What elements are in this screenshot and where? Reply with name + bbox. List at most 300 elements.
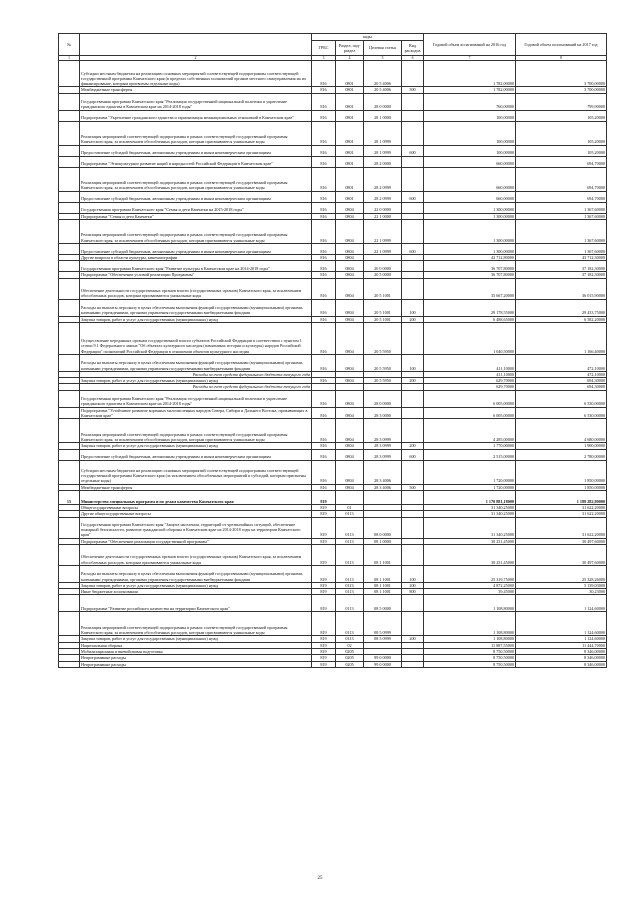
row-razdel: 0113	[336, 538, 364, 544]
row-vr	[402, 61, 424, 87]
row-csr: 28 3 0999	[364, 449, 402, 460]
row-razdel: 0804	[336, 390, 364, 407]
row-csr: 08 1 0000	[364, 538, 402, 544]
row-amount-2017: 1 188 282,80000	[516, 490, 607, 504]
row-amount-2016: 100,00000	[424, 110, 516, 121]
row-csr: 28 1 0999	[364, 145, 402, 156]
row-amount-2017: 6 530,00000	[516, 390, 607, 407]
header-csr: Целевая статья	[364, 41, 402, 56]
row-razdel: 0804	[336, 213, 364, 219]
row-vr: 600	[402, 449, 424, 460]
table-row	[59, 191, 607, 202]
row-amount-2017: 694,30000	[516, 384, 607, 390]
header-vr: Вид расходов	[402, 41, 424, 56]
row-name: Подпрограмма "Развитие российского казачества на территории Камчатского края"	[80, 595, 312, 612]
row-grbs: 816	[312, 460, 336, 484]
row-vr	[402, 202, 424, 213]
row-name: Предоставление субсидий бюджетным, автономным учреждениям и иным некоммерческим организациям	[80, 145, 312, 156]
row-number	[59, 517, 80, 538]
row-grbs: 816	[312, 61, 336, 87]
row-csr: 99 0 0000	[364, 661, 402, 667]
row-razdel: 0804	[336, 407, 364, 419]
table-row	[59, 278, 607, 299]
row-csr: 28 1 0000	[364, 110, 402, 121]
row-razdel: 0804	[336, 378, 364, 384]
table-row	[59, 110, 607, 121]
row-name: Предоставление субсидий бюджетным, автономным учреждениям и иным некоммерческим организациям	[80, 449, 312, 460]
row-amount-2016: 42 712,80000	[424, 255, 516, 261]
row-vr: 500	[402, 87, 424, 93]
row-razdel: 0113	[336, 511, 364, 517]
row-grbs: 816	[312, 167, 336, 191]
row-razdel: 0801	[336, 145, 364, 156]
row-grbs: 816	[312, 191, 336, 202]
row-csr: 08 1 1001	[364, 544, 402, 565]
row-name: Расходы на выплаты персоналу в целях обеспечения выполнения функций государственными (муниципальными) органами, казенными учреждениями, органами управления государственными внебюджетными фондами	[80, 565, 312, 582]
row-amount-2017: 1 124,60000	[516, 612, 607, 636]
row-razdel: 0804	[336, 484, 364, 490]
row-razdel: 0801	[336, 121, 364, 145]
row-csr: 22 0 0000	[364, 202, 402, 213]
row-amount-2017: 799,90000	[516, 93, 607, 110]
row-number	[59, 419, 80, 443]
row-razdel: 0113	[336, 636, 364, 642]
row-name: Предоставление субсидий бюджетным, автономным учреждениям и иным некоммерческим организациям	[80, 191, 312, 202]
row-name: Иные бюджетные ассигнования	[80, 589, 312, 595]
row-name: Закупка товаров, работ и услуг для государственных (муниципальных) нужд	[80, 443, 312, 449]
row-vr: 600	[402, 244, 424, 255]
row-number	[59, 261, 80, 272]
row-name: Другие общегосударственные вопросы	[80, 511, 312, 517]
row-name: Межбюджетные трансферты	[80, 484, 312, 490]
column-index: 6	[402, 56, 424, 61]
row-name: Реализация мероприятий соответствующей подпрограммы в рамках соответствующей государственной программы Камчатского края, за исключением обособленных расходов, которым присваиваются уникальные коды	[80, 220, 312, 244]
row-razdel: 0801	[336, 87, 364, 93]
row-vr: 200	[402, 443, 424, 449]
row-amount-2017: 105,20000	[516, 145, 607, 156]
row-vr	[402, 419, 424, 443]
row-razdel: 0804	[336, 443, 364, 449]
row-csr: 20 5 4006	[364, 61, 402, 87]
row-vr	[402, 110, 424, 121]
row-name: Субсидии местным бюджетам на реализацию основных мероприятий соответствующей подпрограммы соответствующей государственной программы Камчатского края (в пределах собственных полномочий органов местного самоуправления на их финансирование, которым присвоены отдельные коды)	[80, 61, 312, 87]
row-amount-2016: 660,00000	[424, 156, 516, 167]
column-index: 5	[364, 56, 402, 61]
row-name: Другие вопросы в области культуры, кинематографии	[80, 255, 312, 261]
row-number	[59, 299, 80, 316]
row-vr	[402, 261, 424, 272]
row-csr: 08 1 1001	[364, 582, 402, 588]
row-amount-2017: 105,20000	[516, 121, 607, 145]
row-number	[59, 565, 80, 582]
row-name: Общегосударственные вопросы	[80, 504, 312, 510]
row-csr: 28 1 0999	[364, 121, 402, 145]
row-amount-2016: 1 720,00000	[424, 484, 516, 490]
row-grbs: 819	[312, 504, 336, 510]
row-amount-2016: 1 170 881,18000	[424, 490, 516, 504]
table-row	[59, 121, 607, 145]
row-name: Субсидии местным бюджетам на реализацию основных мероприятий соответствующей подпрограммы соответствующей государственной программы Камчатского края (за исключением обособленных мероприятий и субсидий, которым присвоены отдельные коды)	[80, 460, 312, 484]
row-amount-2017: 8 346,00000	[516, 649, 607, 655]
row-csr: 20 5 5950	[364, 378, 402, 384]
row-name: Расходы за счет средств федерального бюджета текущего года	[80, 384, 312, 390]
row-number	[59, 167, 80, 191]
row-csr: 28 3 0000	[364, 407, 402, 419]
header-codes: коды	[312, 34, 424, 41]
row-amount-2016: 2 515,00000	[424, 449, 516, 460]
row-amount-2016: 1 782,00000	[424, 87, 516, 93]
row-amount-2016: 30 231,45000	[424, 538, 516, 544]
row-name: Реализация мероприятий соответствующей подпрограммы в рамках соответствующей государственной программы Камчатского края, за исключением обособленных расходов, которым присваиваются уникальные коды	[80, 419, 312, 443]
row-grbs: 816	[312, 220, 336, 244]
row-amount-2017: 2 780,00000	[516, 449, 607, 460]
row-amount-2016: 25 319,75000	[424, 565, 516, 582]
row-grbs: 816	[312, 419, 336, 443]
row-amount-2017: 105,20000	[516, 110, 607, 121]
row-amount-2016: 35 667,20000	[424, 278, 516, 299]
row-amount-2017: 472,10000	[516, 371, 607, 377]
header-year-2016: Годовой объем ассигнований на 2016 год	[424, 34, 516, 56]
row-amount-2017: 694,70000	[516, 191, 607, 202]
row-amount-2017: 694,70000	[516, 156, 607, 167]
row-number: 15	[59, 490, 80, 504]
row-grbs: 816	[312, 213, 336, 219]
row-vr	[402, 490, 424, 504]
budget-table	[58, 33, 607, 668]
row-vr	[402, 322, 424, 354]
row-grbs: 816	[312, 299, 336, 316]
row-amount-2016: 1 300,00000	[424, 244, 516, 255]
row-csr: 28 3 0999	[364, 419, 402, 443]
row-vr: 200	[402, 636, 424, 642]
row-razdel: 02	[336, 642, 364, 648]
row-amount-2017: 37 182,30000	[516, 261, 607, 272]
row-amount-2016: 1 300,00000	[424, 202, 516, 213]
row-amount-2016: 411,10000	[424, 371, 516, 377]
row-number	[59, 202, 80, 213]
row-amount-2017: 3 700,00000	[516, 87, 607, 93]
row-csr: 20 0 0000	[364, 261, 402, 272]
header-razdel: Раздел, под-раздел	[336, 41, 364, 56]
row-amount-2016: 760,00000	[424, 93, 516, 110]
row-name: Расходы за счет средств федерального бюджета текущего года	[80, 371, 312, 377]
row-amount-2017: 31 622,20000	[516, 504, 607, 510]
row-name: Непрограммные расходы	[80, 655, 312, 661]
row-grbs: 819	[312, 538, 336, 544]
row-amount-2016: 31 340,25000	[424, 517, 516, 538]
row-csr: 99 0 0000	[364, 655, 402, 661]
row-csr: 08 5 0999	[364, 612, 402, 636]
column-index: 3	[312, 56, 336, 61]
row-razdel: 0804	[336, 220, 364, 244]
column-index: 4	[336, 56, 364, 61]
row-name: Предоставление субсидий бюджетным, автономным учреждениям и иным некоммерческим организациям	[80, 244, 312, 255]
row-amount-2016: 36 707,80000	[424, 261, 516, 272]
row-amount-2016: 4 872,25000	[424, 582, 516, 588]
row-amount-2016: 100,00000	[424, 145, 516, 156]
row-grbs: 819	[312, 649, 336, 655]
row-csr: 08 1 1001	[364, 589, 402, 595]
row-amount-2017: 6 582,20000	[516, 316, 607, 322]
table-body	[59, 61, 607, 668]
row-name: Непрограммные расходы	[80, 661, 312, 667]
row-grbs: 819	[312, 642, 336, 648]
row-csr: 20 5 5950	[364, 322, 402, 354]
row-razdel: 0205	[336, 661, 364, 667]
row-csr: 28 2 0000	[364, 156, 402, 167]
row-amount-2017: 8 346,00000	[516, 661, 607, 667]
row-name: Закупка товаров, работ и услуг для государственных (муниципальных) нужд	[80, 582, 312, 588]
row-name: Обеспечение деятельности государственных органов власти (государственных органов) Камчатского края, за исключением обособленных расходов, которым присваиваются уникальные коды	[80, 278, 312, 299]
row-name: Закупка товаров, работ и услуг для государственных (муниципальных) нужд	[80, 636, 312, 642]
row-vr: 100	[402, 299, 424, 316]
row-number	[59, 390, 80, 407]
header-year-2017: Годовой объем ассигнований на 2017 год	[516, 34, 607, 56]
row-amount-2016: 30 231,45000	[424, 544, 516, 565]
row-name: Национальная оборона	[80, 642, 312, 648]
row-amount-2016: 660,00000	[424, 167, 516, 191]
row-csr: 08 5 0999	[364, 636, 402, 642]
row-grbs: 819	[312, 490, 336, 504]
table-row	[59, 490, 607, 504]
row-amount-2016: 39,45000	[424, 589, 516, 595]
row-grbs: 816	[312, 316, 336, 322]
table-row	[59, 261, 607, 272]
column-index: 8	[516, 56, 607, 61]
row-vr: 100	[402, 354, 424, 371]
row-name: Закупка товаров, работ и услуг для государственных (муниципальных) нужд	[80, 316, 312, 322]
row-vr	[402, 612, 424, 636]
row-amount-2016: 6 005,00000	[424, 407, 516, 419]
row-number	[59, 322, 80, 354]
row-amount-2017: 37 182,30000	[516, 272, 607, 278]
row-amount-2017: 694,70000	[516, 167, 607, 191]
row-grbs: 816	[312, 449, 336, 460]
row-vr	[402, 661, 424, 667]
row-amount-2016: 1 300,00000	[424, 213, 516, 219]
row-razdel: 0804	[336, 202, 364, 213]
row-name: Реализация мероприятий соответствующей подпрограммы в рамках соответствующей государственной программы Камчатского края, за исключением обособленных расходов, которым присваиваются уникальные коды	[80, 121, 312, 145]
table-row	[59, 517, 607, 538]
row-grbs: 816	[312, 278, 336, 299]
table-row	[59, 244, 607, 255]
table-row	[59, 544, 607, 565]
row-grbs: 816	[312, 261, 336, 272]
row-csr: 28 3 4006	[364, 460, 402, 484]
row-amount-2016: 6 005,00000	[424, 390, 516, 407]
row-amount-2017: 25 328,26000	[516, 565, 607, 582]
table-row	[59, 595, 607, 612]
row-vr	[402, 121, 424, 145]
row-amount-2016: 8 750,50000	[424, 655, 516, 661]
row-csr: 08 0 0000	[364, 517, 402, 538]
row-vr	[402, 156, 424, 167]
row-razdel: 0113	[336, 517, 364, 538]
row-amount-2016: 1 040,50000	[424, 322, 516, 354]
row-name: Государственная программа Камчатского края "Развитие культуры в Камчатском крае на 2014-2018 годы"	[80, 261, 312, 272]
row-grbs: 816	[312, 255, 336, 261]
row-amount-2016: 1 300,00000	[424, 220, 516, 244]
row-razdel: 0804	[336, 322, 364, 354]
row-number	[59, 449, 80, 460]
row-amount-2016: 1 108,80000	[424, 636, 516, 642]
row-razdel: 0113	[336, 612, 364, 636]
row-name: Подпрограмма "Этнокультурное развитие наций и народностей Российской Федерации в Камчатском крае"	[80, 156, 312, 167]
row-vr: 500	[402, 484, 424, 490]
row-number	[59, 278, 80, 299]
row-amount-2016: 31 340,25000	[424, 511, 516, 517]
row-amount-2017: 30,23000	[516, 589, 607, 595]
row-number	[59, 156, 80, 167]
row-vr	[402, 167, 424, 191]
row-name: Подпрограмма "Семья и дети Камчатки"	[80, 213, 312, 219]
row-grbs: 816	[312, 121, 336, 145]
row-amount-2016: 36 707,80000	[424, 272, 516, 278]
header-num: №	[59, 34, 80, 56]
row-grbs: 816	[312, 378, 336, 384]
row-number	[59, 544, 80, 565]
row-csr: 28 2 0999	[364, 167, 402, 191]
row-grbs: 816	[312, 145, 336, 156]
row-amount-2017: 1 367,60000	[516, 220, 607, 244]
row-csr: 20 5 1001	[364, 316, 402, 322]
row-amount-2017: 5 139,03000	[516, 582, 607, 588]
row-razdel: 0804	[336, 354, 364, 371]
row-csr: 20 5 4006	[364, 87, 402, 93]
row-grbs: 819	[312, 589, 336, 595]
table-row	[59, 612, 607, 636]
row-vr	[402, 278, 424, 299]
row-vr	[402, 407, 424, 419]
row-amount-2017: 30 497,60000	[516, 538, 607, 544]
table-row	[59, 167, 607, 191]
table-row	[59, 449, 607, 460]
table-row	[59, 322, 607, 354]
page-number: 25	[317, 876, 323, 881]
row-grbs: 816	[312, 407, 336, 419]
row-vr	[402, 595, 424, 612]
row-amount-2016: 1 720,00000	[424, 460, 516, 484]
table-row	[59, 220, 607, 244]
row-vr: 200	[402, 378, 424, 384]
row-amount-2016: 1 108,80000	[424, 595, 516, 612]
row-name: Закупка товаров, работ и услуг для государственных (муниципальных) нужд	[80, 378, 312, 384]
row-csr: 20 5 1001	[364, 299, 402, 316]
row-razdel: 0801	[336, 191, 364, 202]
table-row	[59, 61, 607, 87]
row-grbs: 816	[312, 93, 336, 110]
row-number	[59, 61, 80, 87]
row-csr: 22 1 0999	[364, 220, 402, 244]
row-csr: 08 1 1001	[364, 565, 402, 582]
row-csr: 28 0 0000	[364, 93, 402, 110]
row-grbs: 816	[312, 272, 336, 278]
row-name: Мобилизационная и вневойсковая подготовка	[80, 649, 312, 655]
row-grbs: 816	[312, 484, 336, 490]
row-name: Осуществление переданных органам государственной власти субъектов Российской Федерации в соответствии с пунктом 1 статьи 9.1 Федерального закона "Об объектах культурного наследия (памятниках истории и культуры) народов Российской Федерации" полномочий Российской Федерации в отношении объектов культурного наследия	[80, 322, 312, 354]
row-amount-2017: 6 530,00000	[516, 407, 607, 419]
row-csr: 08 5 0000	[364, 595, 402, 612]
row-grbs: 819	[312, 636, 336, 642]
row-number	[59, 661, 80, 667]
column-index: 7	[424, 56, 516, 61]
row-grbs: 816	[312, 443, 336, 449]
row-amount-2016: 8 750,50000	[424, 661, 516, 667]
row-amount-2016: 629,70000	[424, 378, 516, 384]
row-razdel: 0113	[336, 544, 364, 565]
row-vr: 100	[402, 565, 424, 582]
row-razdel: 0804	[336, 244, 364, 255]
row-name: Государственная программа Камчатского края "Реализация государственной национальной политики и укрепление гражданского единства в Камчатском крае на 2014-2018 годы"	[80, 390, 312, 407]
row-csr: 28 3 0999	[364, 443, 402, 449]
row-number	[59, 460, 80, 484]
table-row	[59, 93, 607, 110]
row-amount-2017: 3 700,00000	[516, 61, 607, 87]
row-number	[59, 93, 80, 110]
row-grbs: 819	[312, 595, 336, 612]
row-grbs: 819	[312, 517, 336, 538]
row-name: Реализация мероприятий соответствующей подпрограммы в рамках соответствующей государственной программы Камчатского края, за исключением обособленных расходов, которым присваиваются уникальные коды	[80, 167, 312, 191]
row-number	[59, 110, 80, 121]
row-name: Реализация мероприятий соответствующей подпрограммы в рамках соответствующей государственной программы Камчатского края, за исключением обособленных расходов, которым присваиваются уникальные коды	[80, 612, 312, 636]
row-vr	[402, 93, 424, 110]
row-razdel: 0804	[336, 419, 364, 443]
header-grbs: ГРБС	[312, 41, 336, 56]
row-grbs: 819	[312, 612, 336, 636]
row-grbs: 819	[312, 565, 336, 582]
row-name: Подпрограмма "Устойчивое развитие коренных малочисленных народов Севера, Сибири и Дальнего Востока, проживающих в Камчатском крае"	[80, 407, 312, 419]
row-razdel: 0804	[336, 449, 364, 460]
row-vr: 600	[402, 191, 424, 202]
row-razdel: 0804	[336, 460, 364, 484]
row-amount-2017: 11 444,70000	[516, 642, 607, 648]
row-amount-2016: 4 285,00000	[424, 419, 516, 443]
row-csr: 28 2 0999	[364, 191, 402, 202]
row-amount-2017: 1 850,00000	[516, 484, 607, 490]
row-vr: 200	[402, 316, 424, 322]
row-amount-2016: 11 887,55000	[424, 642, 516, 648]
row-number	[59, 354, 80, 371]
row-number	[59, 145, 80, 156]
header-name	[80, 34, 312, 56]
row-number	[59, 595, 80, 612]
row-razdel: 0804	[336, 278, 364, 299]
row-grbs: 819	[312, 582, 336, 588]
row-grbs: 819	[312, 544, 336, 565]
row-vr	[402, 544, 424, 565]
row-amount-2017: 472,10000	[516, 354, 607, 371]
table-row	[59, 390, 607, 407]
row-grbs: 816	[312, 202, 336, 213]
row-number	[59, 191, 80, 202]
row-name: Подпрограмма "Обеспечение условий реализации Программы"	[80, 272, 312, 278]
row-grbs: 816	[312, 110, 336, 121]
row-vr	[402, 390, 424, 407]
row-razdel: 0801	[336, 110, 364, 121]
row-razdel: 0205	[336, 655, 364, 661]
row-amount-2017: 694,30000	[516, 378, 607, 384]
row-amount-2017: 4 680,00000	[516, 419, 607, 443]
row-number	[59, 244, 80, 255]
row-amount-2016: 629,70000	[424, 384, 516, 390]
row-name: Обеспечение деятельности государственных органов власти (государственных органов) Камчатского края, за исключением обособленных расходов, которым присваиваются уникальные коды	[80, 544, 312, 565]
table-row	[59, 565, 607, 582]
row-vr: 800	[402, 589, 424, 595]
table-row	[59, 156, 607, 167]
row-amount-2016: 8 750,50000	[424, 649, 516, 655]
row-razdel: 0205	[336, 649, 364, 655]
table-row	[59, 407, 607, 419]
